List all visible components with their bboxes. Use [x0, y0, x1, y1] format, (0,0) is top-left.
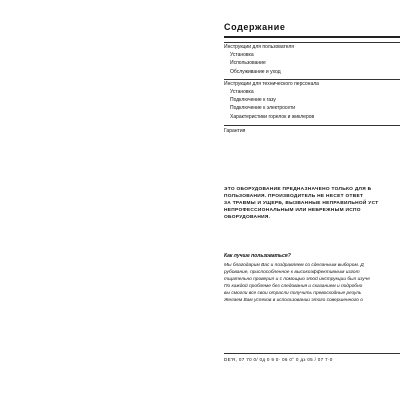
toc-user-item[interactable]: Использование [230, 60, 266, 66]
toc-tech-heading[interactable]: Инструкции для технического персонала [224, 81, 319, 87]
warning-line: НЕПРОФЕССИОНАЛЬНЫМ ИЛИ НЕБРЕЖНЫМ ИСПО [224, 208, 361, 213]
user-section-rule [224, 42, 400, 43]
note-line: рубование, приспособленное к высокоэффективным изгот [224, 270, 360, 275]
toc-user-item[interactable]: Установка [230, 52, 254, 58]
contents-title: Содержание [224, 22, 286, 32]
warranty-rule [224, 125, 400, 126]
warning-line: ПОЛЬЗОВАНИЯ. ПРОИЗВОДИТЕЛЬ НЕ НЕСЕТ ОТВЕТ [224, 194, 364, 199]
title-underline [224, 36, 400, 38]
note-line: Мы благодарим Вас и поздравляем со сделанным выбором. Д [224, 263, 364, 268]
note-line: Желаем Вам успехов в использовании этого совершенного о [224, 298, 363, 303]
note-line: По каждой проблеме без следования и сказанием и подробно [224, 284, 363, 289]
toc-tech-item[interactable]: Установка [230, 89, 254, 95]
note-line: тщательно проверил и с помощью этой инструкции был изуче [224, 277, 370, 282]
warning-line: ЭТО ОБОРУДОВАНИЕ ПРЕДНАЗНАЧЕНО ТОЛЬКО ДЛЯ Б [224, 187, 372, 192]
toc-user-item[interactable]: Обслуживание и уход [230, 69, 281, 75]
toc-warranty[interactable]: Гарантия [224, 128, 246, 134]
toc-tech-item[interactable]: Подключение к электросети [230, 105, 296, 111]
tech-section-rule [224, 79, 400, 80]
note-line: вы смогли все свои отрасли получить превосходные резуль [224, 291, 362, 296]
toc-tech-item[interactable]: Подключение к газу [230, 97, 276, 103]
toc-user-heading[interactable]: Инструкции для пользователя [224, 44, 294, 50]
warning-line: ЗА ТРАВМЫ И УЩЕРБ, ВЫЗВАННЫЕ НЕПРАВИЛЬНОЙ УСТ [224, 201, 379, 206]
toc-tech-item[interactable]: Характеристики горелок и жиклеров [230, 114, 315, 120]
footer-code: DE'R, 07 70 0/ 0д 0 9 0· 06 0° 0 дз 05 / 07 7·0 [224, 357, 333, 362]
warning-line: ОБОРУДОВАНИЯ. [224, 215, 271, 220]
footer-rule [224, 353, 400, 354]
note-heading: Как лучше пользоваться? [224, 253, 291, 259]
